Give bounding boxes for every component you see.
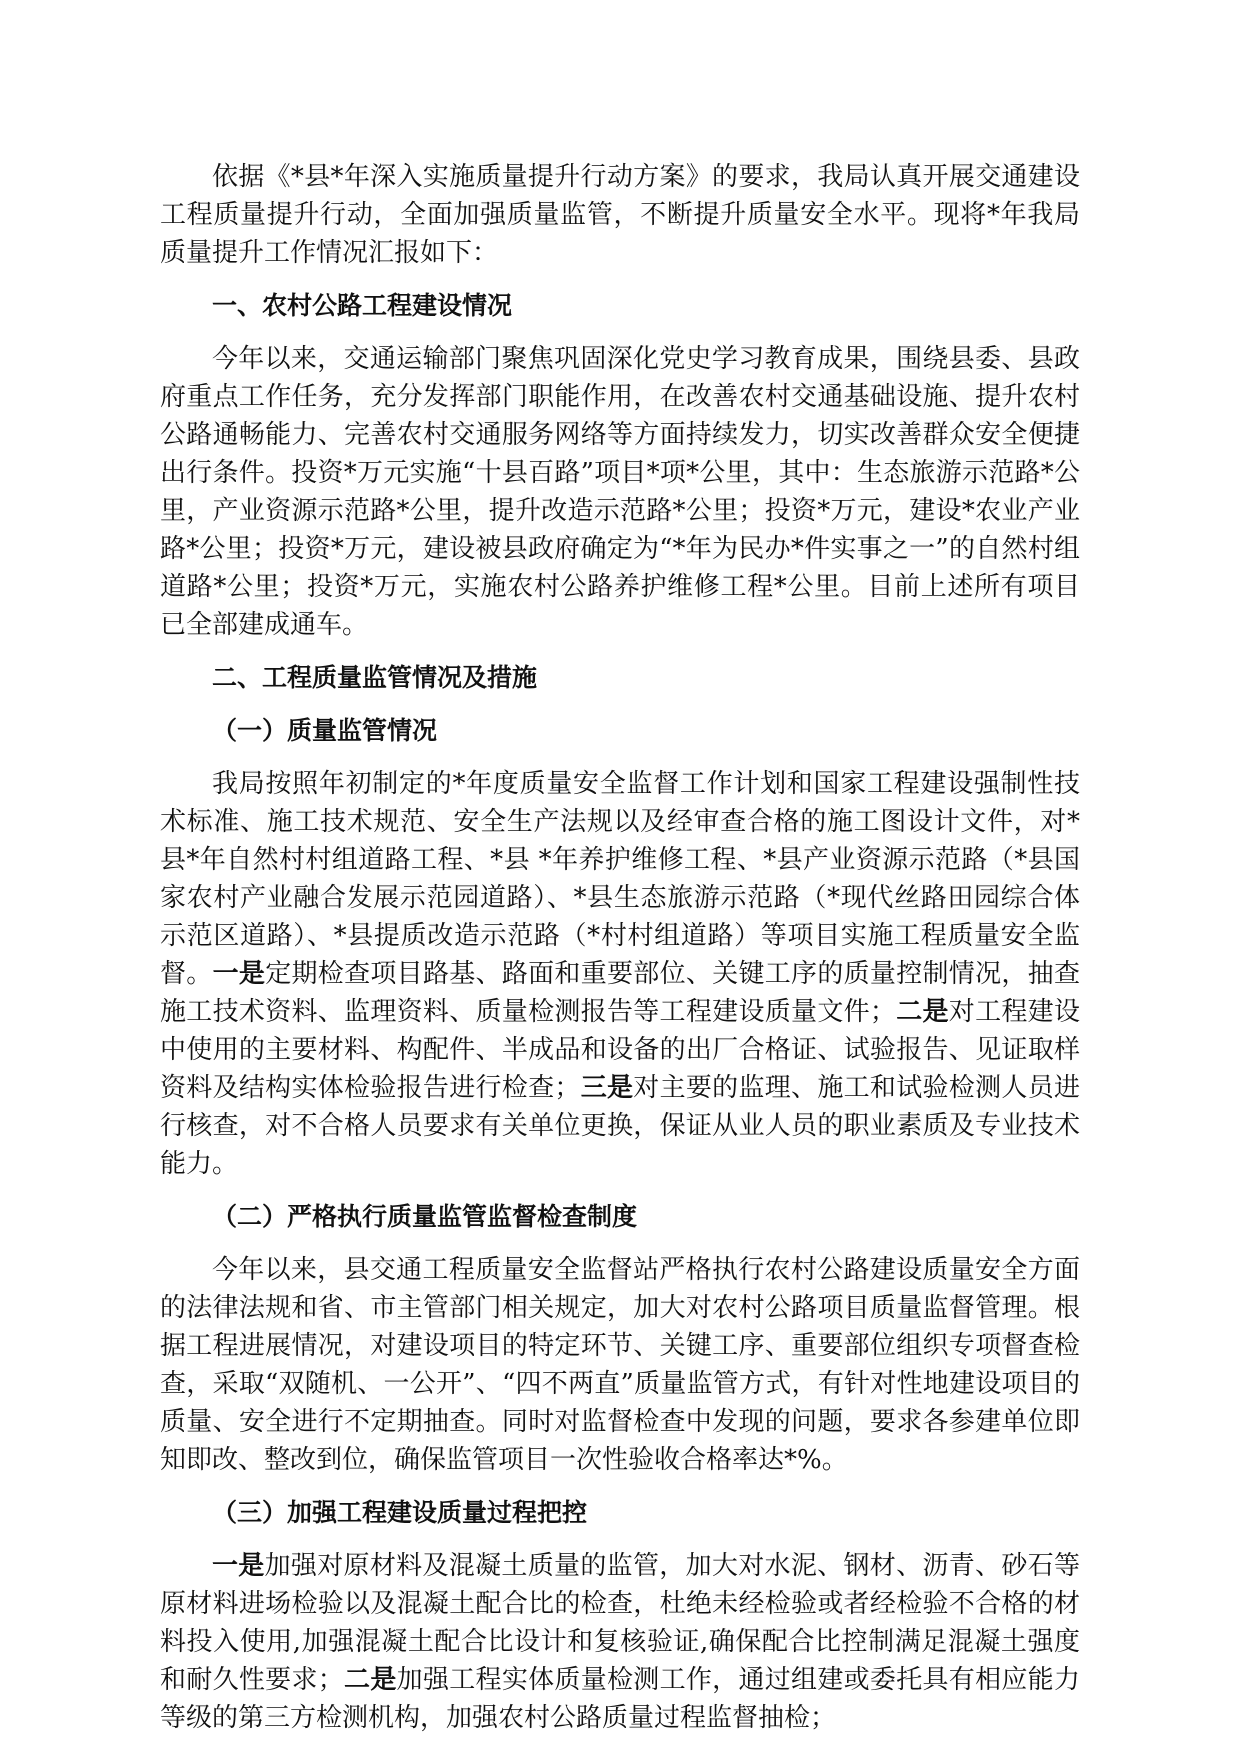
section-2-heading: 二、工程质量监管情况及措施	[212, 663, 538, 692]
subsection-1-text-b: 定期检查项目路基、路面和重要部位、关键工序的质量控制情况，抽查施工技术资料、监理资料、质量检测报告等工程建设质量文件；	[160, 959, 1080, 1027]
subsection-1-heading: （一）质量监管情况	[212, 716, 438, 745]
control-two-lead: 二是	[343, 1665, 397, 1695]
point-three-lead: 三是	[580, 1073, 634, 1103]
subsection-1-text-d: 对主要的监理、施工和试验检测人员进行核查，对不合格人员要求有关单位更换，保证从业人员的职业素质及专业技术能力。	[160, 1073, 1080, 1179]
document-body	[160, 158, 1080, 1737]
section-1-paragraph: 今年以来，交通运输部门聚焦巩固深化党史学习教育成果，围绕县委、县政府重点工作任务，充分发挥部门职能作用，在改善农村交通基础设施、提升农村公路通畅能力、完善农村交通服务网络等方面持续发力，切实改善群众安全便捷出行条件。投资*万元实施“十县百路”项目*项*公里，其中：生态旅游示范路*公里，产业资源示范路*公里，提升改造示范路*公里；投资*万元，建设*农业产业路*公里；投资*万元，建设被县政府确定为“*年为民办*件实事之一”的自然村组道路*公里；投资*万元，实施农村公路养护维修工程*公里。目前上述所有项目已全部建成通车。	[160, 344, 1080, 640]
subsection-2-heading: （二）严格执行质量监管监督检查制度	[212, 1202, 638, 1231]
subsection-3-text-a: 加强对原材料及混凝土质量的监管，加大对水泥、钢材、沥青、砂石等原材料进场检验以及混凝土配合比的检查，杜绝未经检验或者经检验不合格的材料投入使用,加强混凝土配合比设计和复核验证,确保配合比控制满足混凝土强度和耐久性要求；	[160, 1551, 1080, 1695]
section-1-heading: 一、农村公路工程建设情况	[212, 291, 513, 320]
subsection-1-paragraph	[160, 765, 1080, 1183]
point-two-lead: 二是	[895, 997, 949, 1027]
point-one-lead: 一是	[212, 959, 266, 989]
subsection-3-text-b: 加强工程实体质量检测工作，通过组建或委托具有相应能力等级的第三方检测机构，加强农村公路质量过程监督抽检；	[160, 1665, 1080, 1733]
subsection-2-paragraph: 今年以来，县交通工程质量安全监督站严格执行农村公路建设质量安全方面的法律法规和省、市主管部门相关规定，加大对农村公路项目质量监督管理。根据工程进展情况，对建设项目的特定环节、关键工序、重要部位组织专项督查检查，采取“双随机、一公开”、“四不两直”质量监管方式，有针对性地建设项目的质量、安全进行不定期抽查。同时对监督检查中发现的问题，要求各参建单位即知即改、整改到位，确保监管项目一次性验收合格率达*%。	[160, 1255, 1080, 1475]
intro-paragraph: 依据《*县*年深入实施质量提升行动方案》的要求，我局认真开展交通建设工程质量提升行动，全面加强质量监管，不断提升质量安全水平。现将*年我局质量提升工作情况汇报如下：	[160, 162, 1080, 268]
subsection-3-paragraph	[160, 1547, 1080, 1737]
subsection-1-text-a: 我局按照年初制定的*年度质量安全监督工作计划和国家工程建设强制性技术标准、施工技术规范、安全生产法规以及经审查合格的施工图设计文件，对*县*年自然村村组道路工程、*县 *年养护维修工程、*县产业资源示范路（*县国家农村产业融合发展示范园道路）、*县生态旅游示范路（*现代丝路田园综合体示范区道路）、*县提质改造示范路（*村村组道路）等项目实施工程质量安全监督。	[160, 769, 1080, 989]
control-one-lead: 一是	[212, 1551, 265, 1581]
subsection-1-text-c: 对工程建设中使用的主要材料、构配件、半成品和设备的出厂合格证、试验报告、见证取样资料及结构实体检验报告进行检查；	[160, 997, 1080, 1103]
subsection-3-heading: （三）加强工程建设质量过程把控	[212, 1498, 588, 1527]
